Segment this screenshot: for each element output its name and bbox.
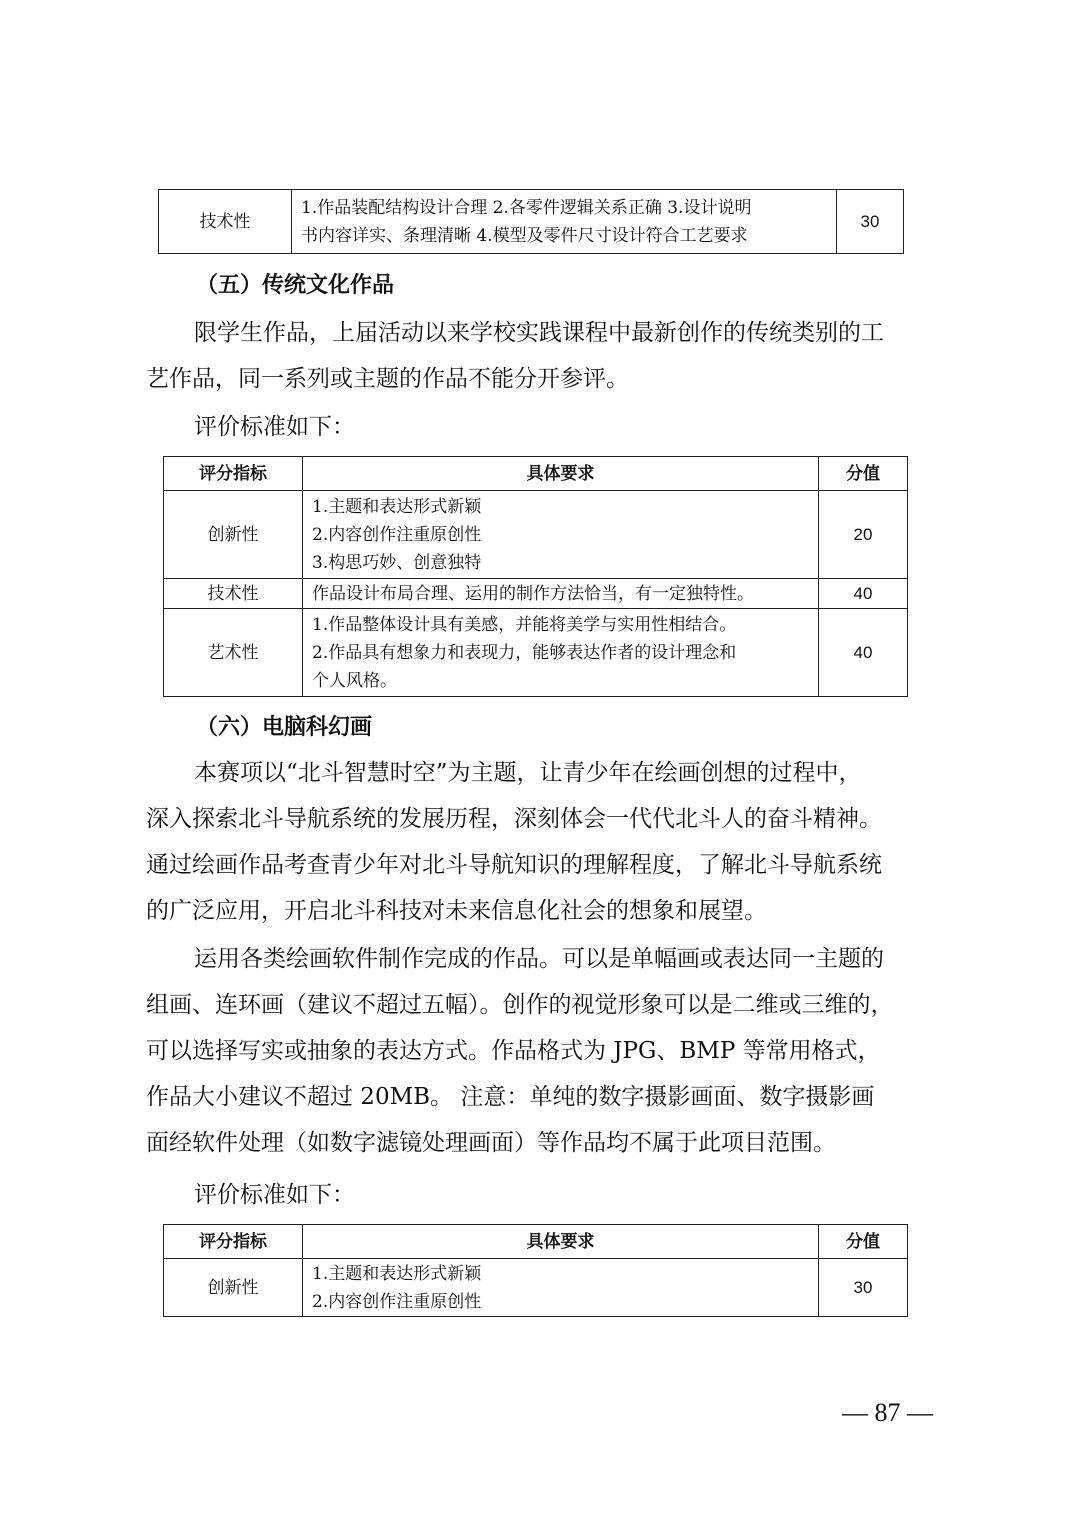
score-cell: 40 [819,579,908,609]
paragraph [146,750,946,934]
header-indicator: 评分指标 [164,1225,303,1259]
paragraph-line: 深入探索北斗导航系统的发展历程，深刻体会一代代北斗人的奋斗精神。 [146,806,882,832]
paragraph-line: 作品大小建议不超过 20MB。 注意：单纯的数字摄影画面、数字摄影画 [146,1084,875,1110]
table-row [164,491,908,579]
paragraph-line: 的广泛应用，开启北斗科技对未来信息化社会的想象和展望。 [146,898,767,924]
requirement-line: 1.作品整体设计具有美感，并能将美学与实用性相结合。 [312,614,737,635]
header-indicator: 评分指标 [164,457,303,491]
section-heading: （六）电脑科幻画 [196,715,373,740]
section-heading: （五）传统文化作品 [196,273,395,298]
requirement-line: 1.主题和表达形式新颖 [312,1263,482,1284]
paragraph-line: 面经软件处理（如数字滤镜处理画面）等作品均不属于此项目范围。 [146,1130,836,1156]
score-cell: 30 [837,190,904,254]
requirement-line: 书内容详实、条理清晰 4.模型及零件尺寸设计符合工艺要求 [301,225,748,246]
requirement-line: 1.作品装配结构设计合理 2.各零件逻辑关系正确 3.设计说明 [301,197,752,218]
paragraph [146,310,946,402]
criteria-intro [146,1172,946,1218]
header-score: 分值 [819,457,908,491]
indicator-cell: 艺术性 [164,609,303,697]
requirement-line: 作品设计布局合理、运用的制作方法恰当，有一定独特性。 [312,583,754,604]
requirement-cell [303,579,819,609]
paragraph-line: 可以选择写实或抽象的表达方式。作品格式为 JPG、BMP 等常用格式， [146,1038,881,1064]
score-cell: 30 [819,1259,908,1317]
paragraph-line: 评价标准如下： [194,1182,355,1208]
paragraph-line: 评价标准如下： [194,414,355,440]
page-number: — 87 — [842,1398,933,1427]
header-requirement: 具体要求 [303,457,819,491]
requirement-cell [303,1259,819,1317]
paragraph-line: 本赛项以“北斗智慧时空”为主题，让青少年在绘画创想的过程中， [194,760,862,786]
requirement-line: 2.内容创作注重原创性 [312,1291,482,1312]
requirement-cell [292,190,837,254]
table-header-row [164,457,908,491]
requirement-cell [303,609,819,697]
table-row [159,190,904,254]
paragraph-line: 通过绘画作品考查青少年对北斗导航知识的理解程度，了解北斗导航系统 [146,852,882,878]
indicator-cell: 创新性 [164,1259,303,1317]
paragraph-line: 限学生作品，上届活动以来学校实践课程中最新创作的传统类别的工 [194,320,884,346]
header-requirement: 具体要求 [303,1225,819,1259]
indicator-cell: 技术性 [164,579,303,609]
table-row [164,1259,908,1317]
requirement-cell [303,491,819,579]
indicator-cell: 创新性 [164,491,303,579]
score-cell: 20 [819,491,908,579]
score-cell: 40 [819,609,908,697]
paragraph-line: 艺作品，同一系列或主题的作品不能分开参评。 [146,366,629,392]
table-header-row [164,1225,908,1259]
table-row [164,609,908,697]
criteria-intro [146,404,946,450]
table-row [164,579,908,609]
requirement-line: 个人风格。 [312,670,397,691]
indicator-cell: 技术性 [159,190,292,254]
requirement-line: 2.作品具有想象力和表现力，能够表达作者的设计理念和 [312,642,737,663]
paragraph-line: 运用各类绘画软件制作完成的作品。可以是单幅画或表达同一主题的 [194,946,884,972]
requirement-line: 2.内容创作注重原创性 [312,524,482,545]
criteria-table-continued [158,189,904,254]
paragraph [146,936,946,1166]
requirement-line: 3.构思巧妙、创意独特 [312,552,482,573]
header-score: 分值 [819,1225,908,1259]
criteria-table-scifi [163,1224,908,1317]
criteria-table-traditional [163,456,908,697]
paragraph-line: 组画、连环画（建议不超过五幅）。创作的视觉形象可以是二维或三维的， [146,992,894,1018]
requirement-line: 1.主题和表达形式新颖 [312,496,482,517]
